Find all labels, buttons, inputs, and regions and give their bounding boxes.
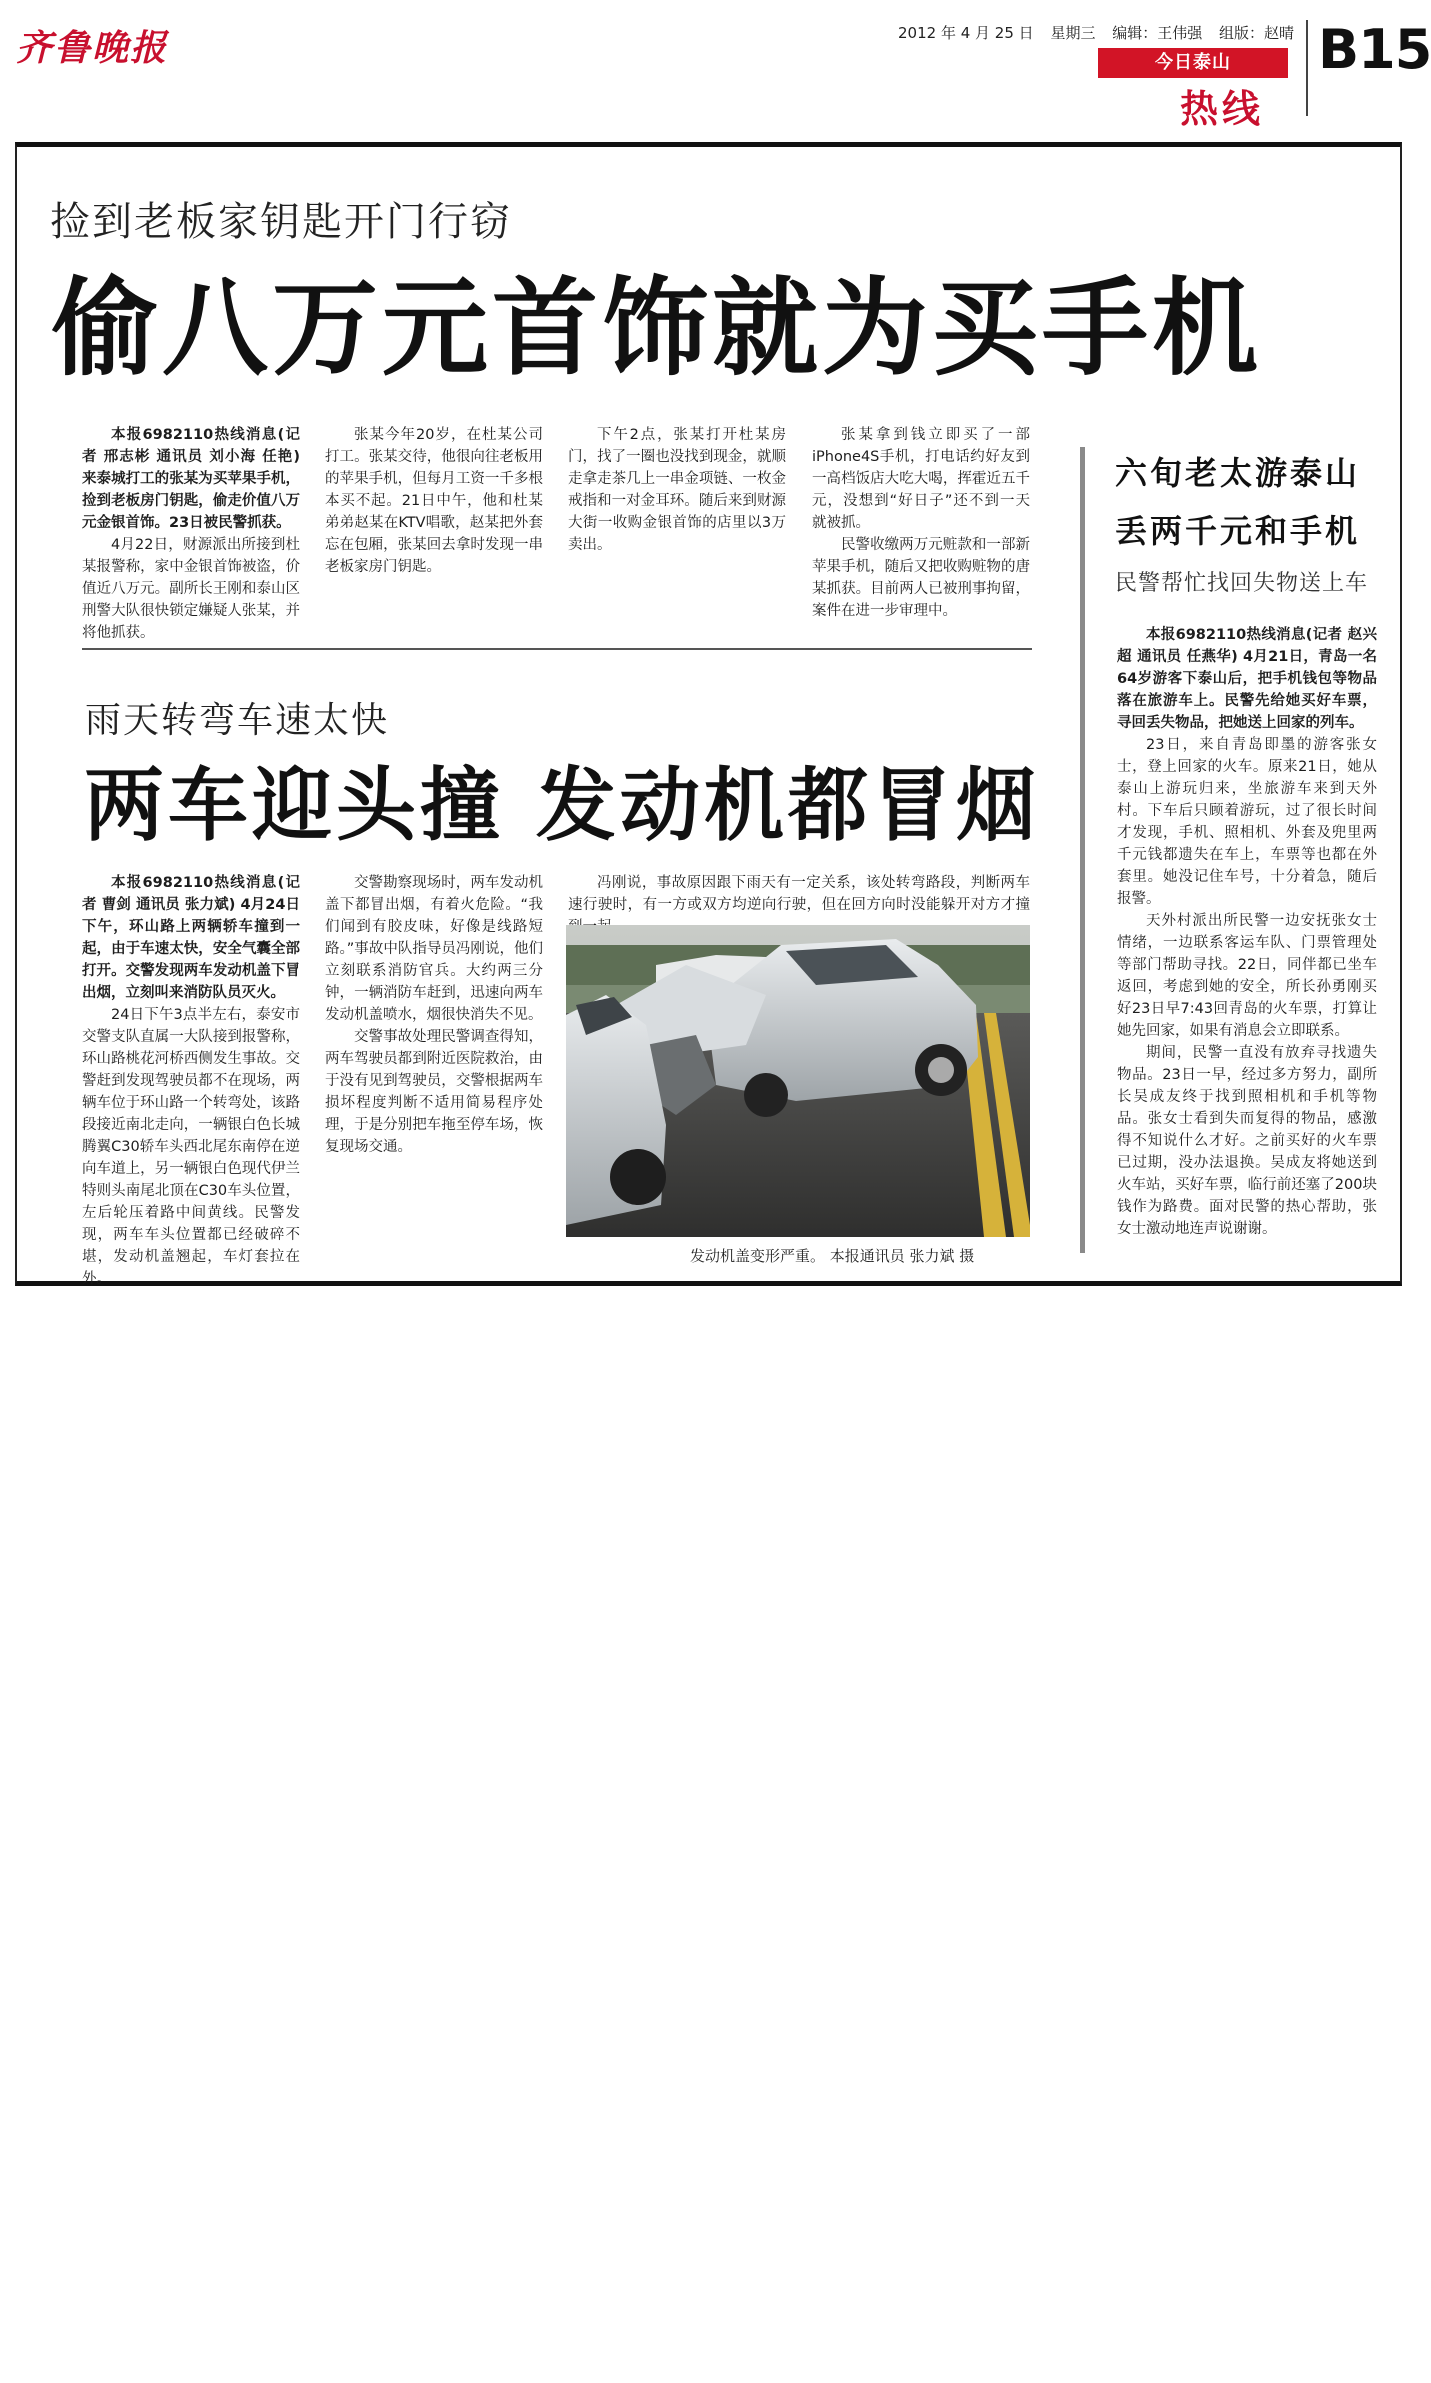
story2-kicker: 雨天转弯车速太快	[85, 700, 390, 741]
story1-paragraph: 下午2点，张某打开杜某房门，找了一圈也没找到现金，就顺走拿走茶几上一串金项链、一枚金戒指和一对金耳环。随后来到财源大街一收购金银首饰的店里以3万卖出。	[568, 427, 786, 553]
section-name: 热线	[1180, 87, 1265, 131]
story1-paragraph: 4月22日，财源派出所接到杜某报警称，家中金银首饰被盗，价值近八万元。副所长王刚和泰山区刑警大队很快锁定嫌疑人张某，并将他抓获。	[82, 537, 300, 641]
story-divider	[82, 648, 1032, 650]
story2-paragraph: 24日下午3点半左右，泰安市交警支队直属一大队接到报警称，环山路桃花河桥西侧发生事故。交警赶到发现驾驶员都不在现场，两辆车位于环山路一个转弯处，该路段接近南北走向，一辆银白色长城腾翼C30轿车头西北尾东南停在逆向车道上，另一辆银白色现代伊兰特则头南尾北顶在C30车头位置，左后轮压着路中间黄线。民警发现，两车车头位置都已经破碎不堪，发动机盖翘起，车灯套拉在外。	[82, 1007, 300, 1287]
story2-paragraph: 交警事故处理民警调查得知，两车驾驶员都到附近医院救治，由于没有见到驾驶员，交警根据两车损坏程度判断不适用简易程序处理，于是分别把车拖至停车场，恢复现场交通。	[325, 1029, 543, 1155]
story1-column-2	[325, 424, 543, 614]
story1-column-3	[568, 424, 786, 614]
story2-paragraph: 本报6982110热线消息(记者 曹剑 通讯员 张力斌) 4月24日下午，环山路上两辆轿车撞到一起，由于车速太快，安全气囊全部打开。交警发现两车发动机盖下冒出烟，立刻叫来消防队员灭火。	[82, 875, 300, 1001]
photo-caption: 发动机盖变形严重。 本报通讯员 张力斌 摄	[690, 1247, 975, 1265]
page-number: B15	[1318, 18, 1431, 81]
crash-photo	[566, 925, 1030, 1237]
sidebar-paragraph: 本报6982110热线消息(记者 赵兴超 通讯员 任燕华) 4月21日，青岛一名64岁游客下泰山后，把手机钱包等物品落在旅游车上。民警先给她买好车票，寻回丢失物品，把她送上回家的列车。	[1117, 627, 1377, 731]
sidebar-headline-line1: 六旬老太游泰山	[1115, 454, 1361, 492]
editor-credit: 编辑：王伟强	[1112, 24, 1203, 42]
story2-column-2	[325, 872, 543, 1262]
story2-column-1	[82, 872, 300, 1287]
sidebar-paragraph: 23日，来自青岛即墨的游客张女士，登上回家的火车。原来21日，她从泰山上游玩归来，坐旅游车来到天外村。下车后只顾着游玩，过了很长时间才发现，手机、照相机、外套及兜里两千元钱都遗失在车上，车票等也都在外套里。她没记住车号，十分着急，随后报警。	[1117, 737, 1377, 907]
story1-headline: 偷八万元首饰就为买手机	[52, 267, 1262, 390]
newspaper-logo: 齐鲁晚报	[16, 27, 169, 69]
sidebar-paragraph: 期间，民警一直没有放弃寻找遗失物品。23日一早，经过多方努力，副所长吴成友终于找到照相机和手机等物品。张女士看到失而复得的物品，感激得不知说什么才好。之前买好的火车票已过期，没办法退换。吴成友将她送到火车站，买好车票，临行前还塞了200块钱作为路费。面对民警的热心帮助，张女士激动地连声说谢谢。	[1117, 1045, 1377, 1237]
story2-headline: 两车迎头撞 发动机都冒烟	[84, 759, 1040, 852]
story2-paragraph: 冯刚说，事故原因跟下雨天有一定关系，该处转弯路段，判断两车速行驶时，有一方或双方均逆向行驶，但在回方向时没能躲开对方才撞	[568, 875, 1030, 913]
sidebar-headline-line2: 丢两千元和手机	[1115, 512, 1361, 550]
story2-paragraph: 交警勘察现场时，两车发动机盖下都冒出烟，有着火危险。“我们闻到有胶皮味，好像是线路短路。”事故中队指导员冯刚说，他们立刻联系消防官兵。大约两三分钟，一辆消防车赶到，迅速向两车发动机盖喷水，烟很快消失不见。	[325, 875, 543, 1023]
sidebar-subhead: 民警帮忙找回失物送上车	[1115, 571, 1369, 596]
story1-paragraph: 张某今年20岁，在杜某公司打工。张某交待，他很向往老板用的苹果手机，但每月工资一千多根本买不起。21日中午，他和杜某弟弟赵某在KTV唱歌，赵某把外套忘在包厢，张某回去拿时发现一串老板家房门钥匙。	[325, 427, 543, 575]
dateline	[898, 22, 1306, 43]
issue-weekday: 星期三	[1050, 24, 1096, 42]
story2-column-3	[568, 872, 1030, 918]
story1-paragraph: 张某拿到钱立即买了一部iPhone4S手机，打电话约好友到一高档饭店大吃大喝，挥霍近五千元，没想到“好日子”还不到一天就被抓。	[812, 427, 1030, 531]
masthead-divider	[1306, 20, 1308, 116]
story1-kicker: 捡到老板家钥匙开门行窃	[50, 199, 512, 245]
story1-column-1	[82, 424, 300, 641]
sidebar-column	[1117, 624, 1377, 1272]
story1-paragraph: 本报6982110热线消息(记者 邢志彬 通讯员 刘小海 任艳) 来泰城打工的张某为买苹果手机，捡到老板房门钥匙，偷走价值八万元金银首饰。23日被民警抓获。	[82, 427, 300, 531]
issue-date: 2012 年 4 月 25 日	[898, 24, 1034, 42]
layout-credit: 组版：赵晴	[1219, 24, 1295, 42]
story1-column-4	[812, 424, 1030, 619]
sidebar-paragraph: 天外村派出所民警一边安抚张女士情绪，一边联系客运车队、门票管理处等部门帮助寻找。22日，同伴都已坐车返回，考虑到她的安全，所长孙勇刚买好23日早7:43回青岛的火车票，打算让她先回家，如果有消息会立即联系。	[1117, 913, 1377, 1039]
sidebar-accent-bar	[1080, 447, 1085, 1253]
section-label: 今日泰山	[1098, 48, 1288, 78]
story1-paragraph: 民警收缴两万元赃款和一部新苹果手机，随后又把收购赃物的唐某抓获。目前两人已被刑事拘留，案件在进一步审理中。	[812, 537, 1030, 619]
